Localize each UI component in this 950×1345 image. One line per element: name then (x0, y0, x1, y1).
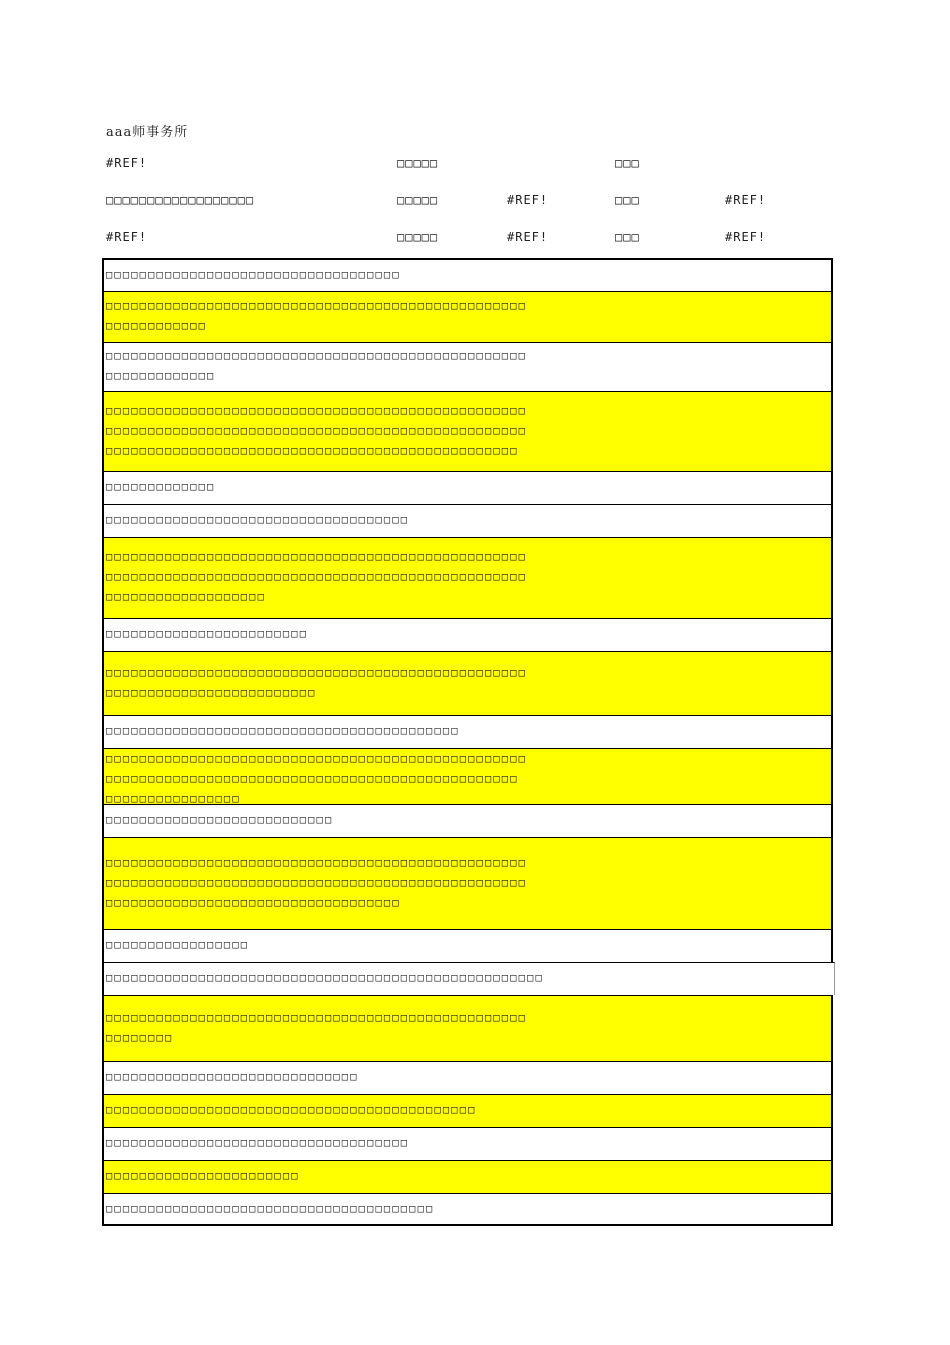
row-text-line: □□□□□□□□□□□□□□□□□□□□□□□□□□□□□□□□□□□□□□□□□□□□□□□□□□ (106, 350, 528, 362)
table-row (102, 715, 833, 748)
table-row (102, 1160, 833, 1193)
table-row (102, 504, 833, 537)
table-row (102, 929, 833, 962)
row-text-line: □□□□□□□□□□□□□□□□□□□□□□□□□□□□□□□□□□□□□□□□□□□□□□□□□□ (106, 551, 528, 563)
row-text-line: □□□□□□□□ (106, 1032, 174, 1044)
row-text-line: □□□□□□□□□□□□□□□□□□□□□□□ (106, 1170, 300, 1182)
header-cell: #REF! (507, 230, 549, 244)
table-row (102, 748, 833, 804)
row-text-line: □□□□□□□□□□□□□□□□□□□□□□□□□□□□□□□□□□□□□□□□□□□□□□□□□□ (106, 667, 528, 679)
table-row (102, 291, 833, 342)
header-cell: #REF! (507, 193, 549, 207)
row-text-line: □□□□□□□□□□□□□□□□□□□□□□□□□□□□□□□□□□□□□□□□□□□□□□□□□□ (106, 405, 528, 417)
table-row (102, 258, 833, 291)
table-row (102, 804, 833, 837)
row-text-line: □□□□□□□□□□□□□□□□□□□□□□□□□□□□□□□□□□□ (106, 269, 401, 281)
row-text-line: □□□□□□□□□□□□□□□□□□□□□□□□□□□ (106, 814, 334, 826)
header-cell: □□□□□□□□□□□□□□□□□□ (106, 193, 255, 207)
table-row (102, 995, 833, 1061)
row-text-line: □□□□□□□□□□□□ (106, 320, 208, 332)
table-row (102, 537, 833, 618)
row-text-line: □□□□□□□□□□□□□□□□□□□□□□□□□□□□□□□□□□□□ (106, 1137, 410, 1149)
row-text-line: □□□□□□□□□□□□□□□□□ (106, 939, 250, 951)
row-text-line: □□□□□□□□□□□□□ (106, 481, 216, 493)
row-text-line: □□□□□□□□□□□□□□□□□□□□□□□□□□□□□□□□□□□ (106, 897, 401, 909)
row-text-line: □□□□□□□□□□□□□□□□□□□□□□□□□□□□□□□□□□□□□□□□□□□□□□□□□□ (106, 425, 528, 437)
row-text-line: □□□□□□□□□□□□□□□□□□□□□□□□□□□□□□□□□□□□□□□□□□□□ (106, 1104, 477, 1116)
row-text-line: □□□□□□□□□□□□□□□□□□□□□□□□□□□□□□□□□□□□□□□□□□□□□□□□□□ (106, 857, 528, 869)
row-text-line: □□□□□□□□□□□□□□□□□□□□□□□□□□□□□□□□□□□□□□□□□□ (106, 725, 460, 737)
table-row (102, 1061, 833, 1094)
header-row-1 (0, 156, 950, 174)
row-text-line: □□□□□□□□□□□□□□□□□□□□□□□□□□□□□□ (106, 1071, 359, 1083)
row-text-line: □□□□□□□□□□□□□□□□□□□□□□□□□□□□□□□□□□□□□□□□□□□□□□□□□□ (106, 300, 528, 312)
row-text-line: □□□□□□□□□□□□□□□□□□□□□□□□□□□□□□□□□□□□ (106, 514, 410, 526)
row-text-line: □□□□□□□□□□□□□□□□□□□□□□□□□□□□□□□□□□□□□□□□□□□□□□□□□□ (106, 571, 528, 583)
table-row (102, 1193, 833, 1226)
row-text-line: □□□□□□□□□□□□□ (106, 370, 216, 382)
header-cell: □□□ (615, 156, 640, 170)
row-text-line: □□□□□□□□□□□□□□□□□□□□□□□□ (106, 628, 309, 640)
row-text-line: □□□□□□□□□□□□□□□□□□□□□□□□□□□□□□□□□□□□□□□□□□□□□□□□□□ (106, 877, 528, 889)
header-cell: □□□□□ (397, 193, 439, 207)
header-row-3 (0, 230, 950, 248)
table-row (102, 342, 833, 391)
header-cell: □□□□□ (397, 156, 439, 170)
table-row (102, 1094, 833, 1127)
header-cell: □□□ (615, 193, 640, 207)
row-text-line: □□□□□□□□□□□□□□□□□□□□□□□□□□□□□□□□□□□□□□□□□□□□□□□□□ (106, 773, 519, 785)
row-text-line: □□□□□□□□□□□□□□□□□□□□□□□□□ (106, 687, 317, 699)
table-row (102, 618, 833, 651)
header-cell: #REF! (106, 156, 148, 170)
row-text-line: □□□□□□□□□□□□□□□□□□□□□□□□□□□□□□□□□□□□□□□□□□□□□□□□□□□□ (106, 972, 544, 984)
firm-name: aaa师事务所 (106, 125, 189, 140)
row-text-line: □□□□□□□□□□□□□□□□□□□ (106, 591, 267, 603)
row-text-line: □□□□□□□□□□□□□□□□□□□□□□□□□□□□□□□□□□□□□□□□□□□□□□□□□□ (106, 1012, 528, 1024)
header-cell: □□□ (615, 230, 640, 244)
header-cell: #REF! (725, 230, 767, 244)
header-cell: □□□□□ (397, 230, 439, 244)
table-row (102, 651, 833, 715)
header-cell: #REF! (725, 193, 767, 207)
table-row (102, 1127, 833, 1160)
table-row (102, 962, 835, 995)
row-text-line: □□□□□□□□□□□□□□□□□□□□□□□□□□□□□□□□□□□□□□□□□□□□□□□□□□ (106, 753, 528, 765)
row-text-line: □□□□□□□□□□□□□□□□□□□□□□□□□□□□□□□□□□□□□□□ (106, 1203, 435, 1215)
header-cell: #REF! (106, 230, 148, 244)
row-text-line: □□□□□□□□□□□□□□□□ (106, 793, 241, 804)
table-row (102, 837, 833, 929)
table-row (102, 471, 833, 504)
content-table (102, 258, 833, 1226)
table-row (102, 391, 833, 471)
header-row-2 (0, 193, 950, 211)
row-text-line: □□□□□□□□□□□□□□□□□□□□□□□□□□□□□□□□□□□□□□□□□□□□□□□□□ (106, 445, 519, 457)
